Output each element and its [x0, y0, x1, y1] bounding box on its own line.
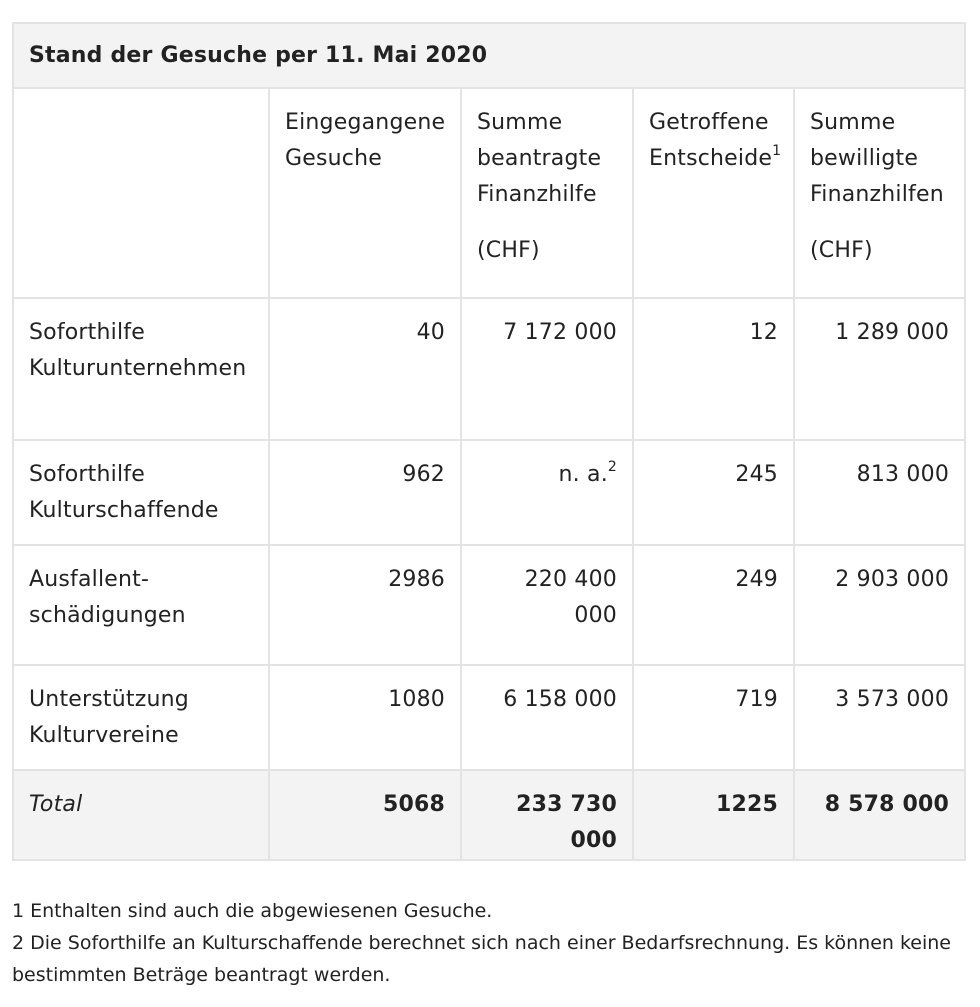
- cell-received: 962: [269, 440, 461, 545]
- table-row: [13, 545, 965, 665]
- applications-table: [12, 22, 966, 861]
- cell-requested: [461, 665, 633, 770]
- header-decisions-label: Getroffene Entscheide: [649, 110, 773, 171]
- cell-requested: [461, 545, 633, 665]
- total-row: [13, 770, 965, 860]
- cell-requested-value: n. a.: [558, 462, 608, 487]
- cell-received: 2986: [269, 545, 461, 665]
- footnotes: [12, 895, 972, 991]
- cell-requested-value: 220 400 000: [524, 567, 617, 628]
- cell-requested-value: 7 172 000: [503, 320, 617, 345]
- row-label: Soforthilfe Kulturschaffende: [13, 440, 269, 545]
- total-decisions: 1225: [633, 770, 794, 860]
- header-received-label: Eingegangene Gesuche: [285, 110, 446, 171]
- header-requested: [461, 88, 633, 298]
- header-row: [13, 88, 965, 298]
- header-approved-label: Summe bewilligte Finanzhilfen: [810, 110, 944, 207]
- header-requested-label: Summe beantragte Finanzhilfe: [477, 110, 602, 207]
- header-approved-unit: (CHF): [810, 238, 873, 263]
- footnote-ref-2[interactable]: 2: [607, 458, 617, 475]
- header-requested-unit: (CHF): [477, 238, 540, 263]
- header-received: [269, 88, 461, 298]
- cell-requested-value: 6 158 000: [503, 687, 617, 712]
- cell-approved: 2 903 000: [794, 545, 965, 665]
- total-received: 5068: [269, 770, 461, 860]
- row-label: Unterstützung Kulturvereine: [13, 665, 269, 770]
- caption-row: [13, 23, 965, 88]
- total-approved: 8 578 000: [794, 770, 965, 860]
- footnote-ref-1[interactable]: 1: [772, 142, 782, 159]
- cell-requested: [461, 440, 633, 545]
- cell-decisions: 245: [633, 440, 794, 545]
- header-empty-cell: [13, 88, 269, 298]
- table-caption: Stand der Gesuche per 11. Mai 2020: [13, 23, 965, 88]
- total-requested: 233 730 000: [461, 770, 633, 860]
- footnote-1: 1 Enthalten sind auch die abgewiesenen Gesuche.: [12, 900, 493, 922]
- table-row: [13, 665, 965, 770]
- cell-received: 1080: [269, 665, 461, 770]
- row-label: Soforthilfe Kulturunternehmen: [13, 298, 269, 440]
- cell-decisions: 719: [633, 665, 794, 770]
- header-approved: [794, 88, 965, 298]
- data-table-container: [12, 22, 964, 861]
- row-label: Ausfallentschädigungen: [13, 545, 269, 665]
- cell-approved: 1 289 000: [794, 298, 965, 440]
- cell-received: 40: [269, 298, 461, 440]
- footnote-2: 2 Die Soforthilfe an Kulturschaffende berechnet sich nach einer Bedarfsrechnung. Es können keine bestimmten Beträge beantragt werden.: [12, 932, 951, 986]
- header-decisions: [633, 88, 794, 298]
- cell-approved: 3 573 000: [794, 665, 965, 770]
- table-row: [13, 440, 965, 545]
- cell-decisions: 12: [633, 298, 794, 440]
- cell-requested: [461, 298, 633, 440]
- total-label: Total: [13, 770, 269, 860]
- table-row: [13, 298, 965, 440]
- cell-approved: 813 000: [794, 440, 965, 545]
- cell-decisions: 249: [633, 545, 794, 665]
